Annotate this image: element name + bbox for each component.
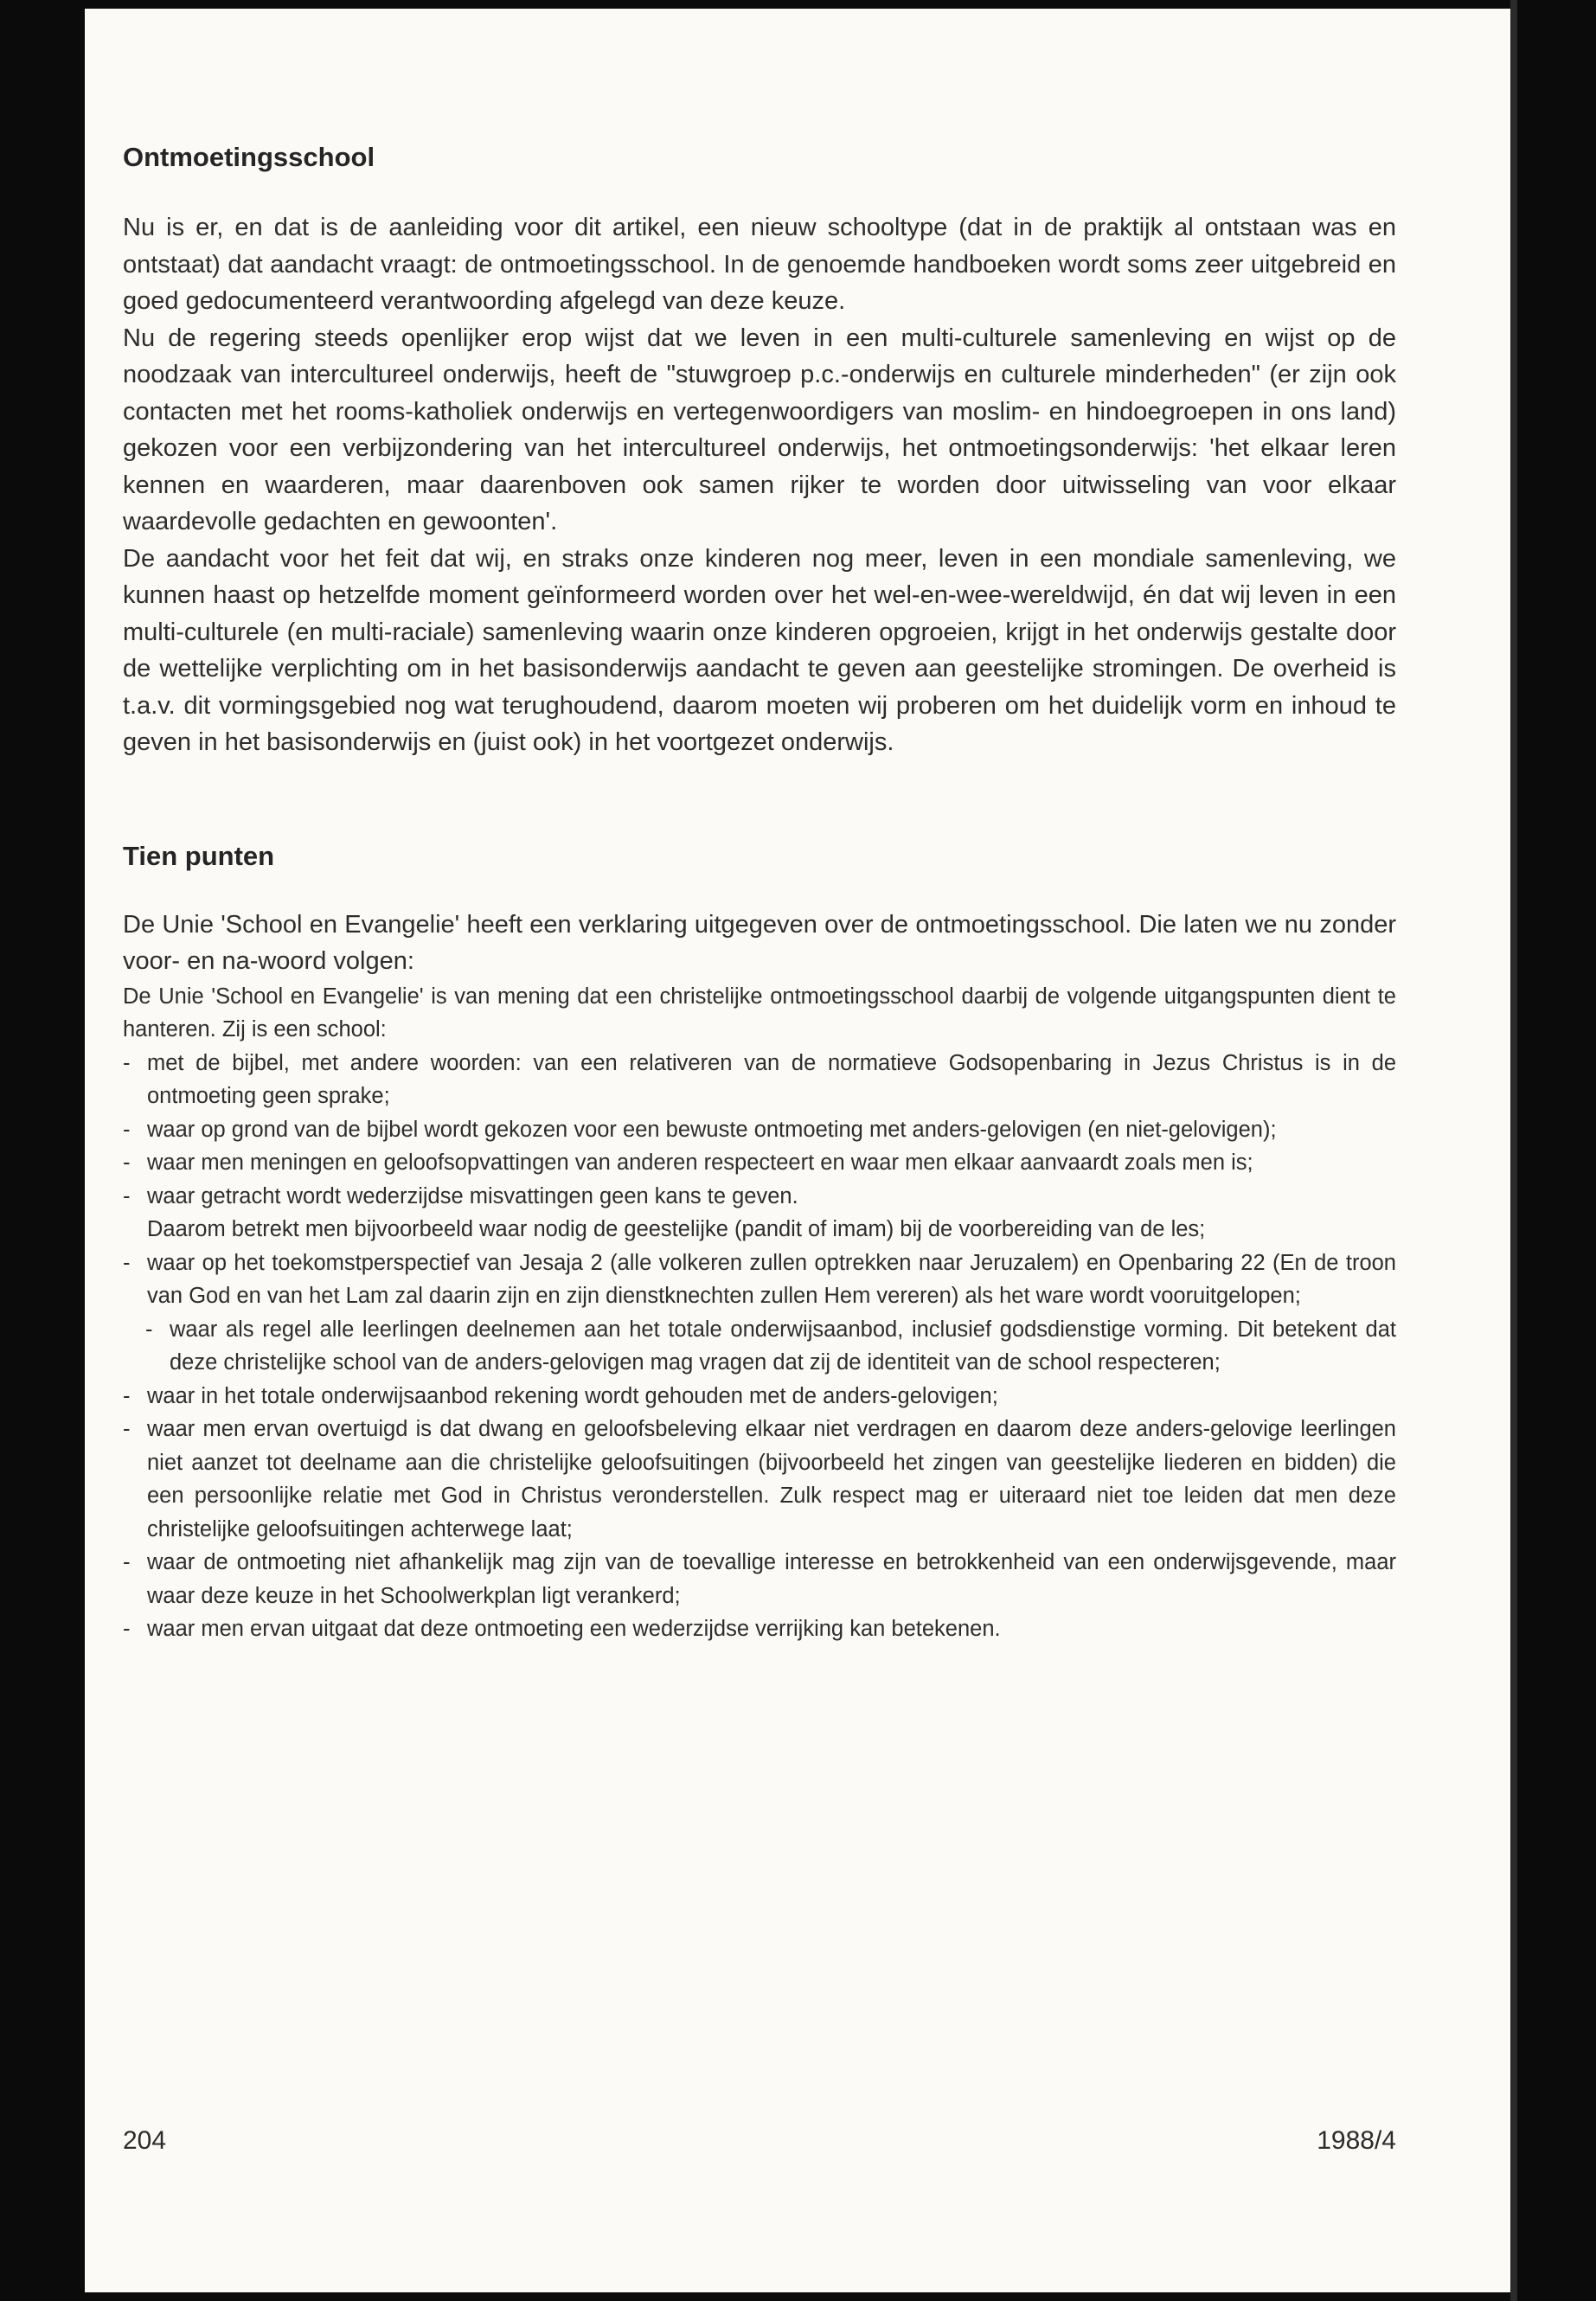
point-continuation: Daarom betrekt men bijvoorbeeld waar nodig de geestelijke (pandit of imam) bij de voorbereiding van de les; — [147, 1217, 1206, 1241]
points-list — [123, 1047, 1396, 1646]
dash-marker: - — [123, 1617, 131, 1641]
dash-marker: - — [145, 1317, 153, 1342]
point-text: waar men ervan uitgaat dat deze ontmoeting een wederzijdse verrijking kan betekenen. — [147, 1617, 1001, 1641]
point-text: waar op het toekomstperspectief van Jesaja 2 (alle volkeren zullen optrekken naar Jeruzalem) en Openbaring 22 (En de troon van God en van het Lam zal daarin zijn en zijn dienstknechten zullen Hem vereren) als het ware wordt vooruitgelopen; — [147, 1250, 1396, 1308]
section-body-tien-punten — [123, 907, 1396, 1646]
point-text: met de bijbel, met andere woorden: van een relativeren van de normatieve Godsopenbaring in Jezus Christus is in de ontmoeting geen sprake; — [147, 1050, 1396, 1108]
list-item — [123, 1612, 1396, 1646]
article-content — [123, 130, 1396, 1646]
list-item — [123, 1047, 1396, 1113]
dash-marker: - — [123, 1050, 131, 1075]
list-item — [123, 1146, 1396, 1180]
list-item — [123, 1180, 1396, 1247]
point-text: waar men ervan overtuigd is dat dwang en geloofsbeleving elkaar niet verdragen en daarom deze anders-gelovige leerlingen niet aanzet tot deelname aan die christelijke geloofsuitingen (bijvoorbeeld het zingen van geestelijke liederen en bidden) die een persoonlijke relatie met God in Christus veronderstellen. Zulk respect mag er uiteraard niet toe leiden dat men deze christelijke geloofsuitingen achterwege laat; — [147, 1417, 1396, 1541]
dash-marker: - — [123, 1183, 131, 1208]
point-text: waar men meningen en geloofsopvattingen van anderen respecteert en waar men elkaar aanvaardt zoals men is; — [147, 1150, 1253, 1175]
dash-marker: - — [123, 1250, 131, 1275]
section-heading-tien-punten: Tien punten — [123, 840, 275, 871]
dash-marker: - — [123, 1117, 131, 1142]
scan-edge — [1510, 0, 1517, 2301]
point-text: waar als regel alle leerlingen deelnemen aan het totale onderwijsaanbod, inclusief godsdienstige vorming. Dit betekent dat deze christelijke school van de anders-gelovigen mag vragen dat zij de identiteit van de school respecteren; — [170, 1317, 1396, 1375]
paragraph: Nu is er, en dat is de aanleiding voor dit artikel, een nieuw schooltype (dat in de praktijk al ontstaan was en ontstaat) dat aandacht vraagt: de ontmoetingsschool. In de genoemde handboeken wordt soms zeer uitgebreid en goed gedocumenteerd verantwoording afgelegd van deze keuze. — [123, 214, 1396, 315]
page-number: 204 — [123, 2126, 167, 2155]
section-heading-ontmoetingsschool: Ontmoetingsschool — [123, 142, 375, 172]
dash-marker: - — [123, 1383, 131, 1408]
issue-number: 1988/4 — [1317, 2126, 1396, 2155]
paragraph: De aandacht voor het feit dat wij, en straks onze kinderen nog meer, leven in een mondiale samenleving, we kunnen haast op hetzelfde moment geïnformeerd worden over het wel-en-wee-wereldwijd, én dat wij leven in een multi-culturele (en multi-raciale) samenleving waarin onze kinderen opgroeien, krijgt in het onderwijs gestalte door de wettelijke verplichting om in het basisonderwijs aandacht te geven aan geestelijke stromingen. De overheid is t.a.v. dit vormingsgebied nog wat terughoudend, daarom moeten wij proberen om het duidelijk vorm en inhoud te geven in het basisonderwijs en (juist ook) in het voortgezet onderwijs. — [123, 544, 1396, 756]
list-item — [123, 1380, 1396, 1413]
paragraph: Nu de regering steeds openlijker erop wijst dat we leven in een multi-culturele samenleving en wijst op de noodzaak van intercultureel onderwijs, heeft de "stuwgroep p.c.-onderwijs en culturele minderheden" (er zijn ook contacten met het rooms-katholiek onderwijs en vertegenwoordigers van moslim- en hindoegroepen in ons land) gekozen voor een verbijzondering van het intercultureel onderwijs, het ontmoetingsonderwijs: 'het elkaar leren kennen en waarderen, maar daarenboven ook samen rijker te worden door uitwisseling van voor elkaar waardevolle gedachten en gewoonten'. — [123, 324, 1396, 535]
point-text: waar in het totale onderwijsaanbod rekening wordt gehouden met de anders-gelovigen; — [147, 1383, 998, 1408]
declaration-intro: De Unie 'School en Evangelie' is van mening dat een christelijke ontmoetingsschool daarbij de volgende uitgangspunten dient te hanteren. Zij is een school: — [123, 984, 1396, 1042]
section-body-ontmoetingsschool — [123, 209, 1396, 761]
list-item — [123, 1113, 1396, 1147]
dash-marker: - — [123, 1150, 131, 1175]
list-item — [145, 1313, 1396, 1380]
dash-marker: - — [123, 1550, 131, 1574]
point-text: waar de ontmoeting niet afhankelijk mag zijn van de toevallige interesse en betrokkenheid van een onderwijsgevende, maar waar deze keuze in het Schoolwerkplan ligt verankerd; — [147, 1550, 1396, 1608]
dash-marker: - — [123, 1417, 131, 1441]
intro-paragraph: De Unie 'School en Evangelie' heeft een verklaring uitgegeven over de ontmoetingsschool. Die laten we nu zonder voor- en na-woord volgen: — [123, 910, 1396, 975]
point-text: waar op grond van de bijbel wordt gekozen voor een bewuste ontmoeting met anders-gelovigen (en niet-gelovigen); — [147, 1117, 1277, 1142]
list-item — [123, 1546, 1396, 1612]
list-item — [123, 1413, 1396, 1546]
point-text: waar getracht wordt wederzijdse misvattingen geen kans te geven. — [147, 1183, 798, 1208]
list-item — [123, 1247, 1396, 1313]
